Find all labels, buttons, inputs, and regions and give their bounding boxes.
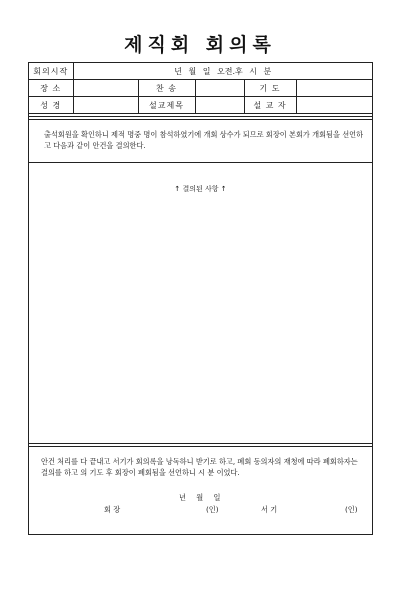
intro-divider (29, 162, 372, 163)
meeting-start-row (29, 63, 372, 80)
chair-label: 회 장 (104, 505, 121, 514)
place-row (29, 80, 372, 97)
scripture-row (29, 97, 372, 114)
hymn-label: 찬 송 (138, 80, 195, 97)
sermon-title-label: 설교제목 (138, 97, 195, 114)
meeting-info-table (29, 63, 372, 114)
sermon-title-field[interactable] (195, 97, 244, 114)
meeting-start-field[interactable]: 년 월 일 오전.후 시 분 (73, 63, 372, 80)
scripture-field[interactable] (73, 97, 138, 114)
minutes-form (28, 62, 373, 535)
secretary-label: 서 기 (261, 505, 278, 514)
page-title: 제직회 회의록 (124, 34, 276, 56)
place-field[interactable] (73, 80, 138, 97)
secretary-seal: (인) (345, 505, 358, 514)
chair-seal: (인) (206, 505, 219, 514)
hymn-field[interactable] (195, 80, 244, 97)
attendance-statement: 출석회원을 확인하니 제적 명중 명이 참석하였기에 개회 상수가 되므로 회장이 본회가 개회됨을 선언하고 다음과 같이 안건을 결의한다. (44, 130, 364, 150)
prayer-field[interactable] (296, 80, 372, 97)
place-label: 장 소 (29, 80, 73, 97)
scripture-label: 성 경 (29, 97, 73, 114)
resolutions-area[interactable] (29, 198, 372, 438)
prayer-label: 기 도 (244, 80, 296, 97)
closing-date: 년 월 일 (179, 493, 221, 502)
header-divider (29, 116, 372, 120)
resolutions-heading: ↑ 결의된 사항 ↑ (174, 185, 227, 193)
resolutions-divider (29, 443, 372, 447)
preacher-label: 설 교 자 (244, 97, 296, 114)
meeting-start-label: 회의시작 (29, 63, 73, 80)
closing-statement: 안건 처리를 다 끝내고 서기가 회의록을 낭독하니 받기로 하고, 폐회 동의자의 재청에 따라 폐회하자는 결의를 하고 의 기도 후 회장이 폐회됨을 선언하니 시 분 이었다. (41, 457, 358, 477)
preacher-field[interactable] (296, 97, 372, 114)
